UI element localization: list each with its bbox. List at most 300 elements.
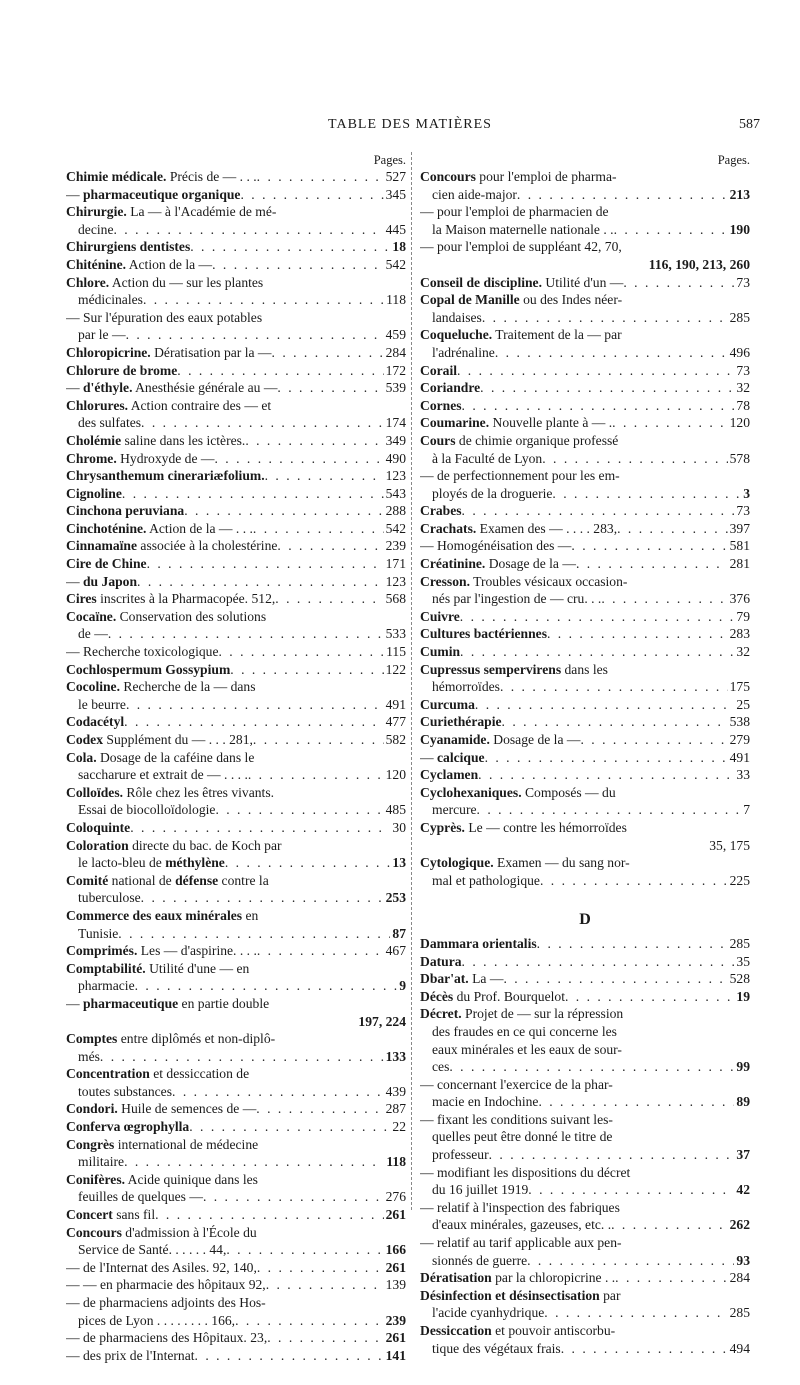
entry-description: du Prof. Bourquelot xyxy=(453,988,565,1004)
leader-dots xyxy=(265,467,384,485)
entry-description: directe du bac. de Koch par xyxy=(128,837,282,853)
entry-keyword: d'éthyle. xyxy=(83,380,133,396)
entry-text xyxy=(78,1312,235,1330)
leader-dots xyxy=(544,1304,727,1322)
entry-keyword: Chlore. xyxy=(66,274,110,290)
index-entry xyxy=(66,1347,406,1365)
index-entry xyxy=(66,713,406,731)
entry-text xyxy=(432,1129,612,1144)
index-entry xyxy=(66,1100,406,1118)
entry-keyword: Dessiccation xyxy=(420,1323,492,1338)
leader-dots xyxy=(219,643,385,661)
entry-text xyxy=(420,713,502,731)
index-entry xyxy=(420,467,750,485)
entry-text xyxy=(66,750,254,765)
entry-text xyxy=(420,662,608,677)
entry-text xyxy=(66,819,130,837)
entry-keyword: Chlorures. xyxy=(66,397,129,413)
entry-page-number: 25 xyxy=(736,696,750,712)
index-entry xyxy=(420,274,750,292)
index-entry xyxy=(66,1241,406,1259)
entry-description: — des prix de l'Internat xyxy=(66,1347,195,1363)
entry-keyword: Conferva œgrophylla xyxy=(66,1119,190,1135)
entry-text xyxy=(66,256,212,274)
leader-dots xyxy=(230,661,383,679)
leader-dots xyxy=(611,1216,728,1234)
entry-keyword: Comptes xyxy=(66,1031,118,1047)
entry-page-number: 253 xyxy=(385,890,406,906)
index-entry xyxy=(420,608,750,626)
entry-page-number: 166 xyxy=(385,1242,406,1258)
entry-description: Essai de biocolloïdologie xyxy=(78,802,216,818)
index-entry xyxy=(420,643,750,661)
entry-text xyxy=(420,696,475,714)
entry-page-number: 190 xyxy=(729,221,750,237)
entry-text xyxy=(432,1216,611,1234)
entry-page-number: 120 xyxy=(729,415,750,431)
entry-keyword: pharmaceutique organique xyxy=(83,186,241,202)
entry-description: Supplément du — . . . 281, xyxy=(103,732,253,747)
entry-keyword: Coloquinte xyxy=(66,819,131,835)
leader-dots xyxy=(141,889,384,907)
entry-text xyxy=(66,379,277,397)
entry-keyword: Cresson. xyxy=(420,573,470,589)
entry-keyword: Crabes xyxy=(420,503,462,519)
entry-page-number: 283 xyxy=(729,626,750,642)
entry-text xyxy=(420,468,620,483)
entry-description: — xyxy=(66,573,83,589)
entry-description: et pouvoir antiscorbu- xyxy=(491,1323,616,1338)
entry-description: inscrites à la Pharmacopée. 512, xyxy=(96,591,276,607)
entry-page-number: 37 xyxy=(736,1147,750,1163)
entry-description: feuilles de quelques — xyxy=(78,1189,203,1205)
entry-description: associée à la cholestérine xyxy=(137,538,278,554)
entry-keyword: calcique xyxy=(437,749,485,765)
entry-description: ces xyxy=(432,1059,450,1075)
index-entry xyxy=(420,713,750,731)
leader-dots xyxy=(189,1118,390,1136)
entry-description: mal et pathologique xyxy=(432,872,540,888)
entry-description: à la Faculté de Lyon xyxy=(432,450,543,466)
entry-keyword: Comptabilité. xyxy=(66,960,146,976)
entry-keyword: Cytologique. xyxy=(420,855,494,871)
index-entry xyxy=(420,1340,750,1358)
entry-text xyxy=(420,820,627,835)
index-entry xyxy=(66,1312,406,1330)
column-divider xyxy=(411,152,412,1210)
entry-description: pharmacie xyxy=(78,978,135,994)
entry-text xyxy=(78,1188,203,1206)
entry-page-number: 542 xyxy=(385,520,406,536)
entry-keyword: Corail xyxy=(420,362,457,378)
entry-text xyxy=(66,344,272,362)
index-entry xyxy=(66,784,406,802)
index-entry xyxy=(66,362,406,380)
entry-page-number: 13 xyxy=(392,855,406,871)
index-entry xyxy=(420,1076,750,1094)
index-entry xyxy=(66,1329,406,1347)
index-entry xyxy=(420,749,750,767)
leader-dots xyxy=(253,520,384,538)
index-entry xyxy=(66,397,406,415)
entry-page-number: 73 xyxy=(736,362,750,378)
entry-text xyxy=(66,186,240,204)
leader-dots xyxy=(460,608,735,626)
entry-keyword: Chlorure de brome xyxy=(66,362,178,378)
entry-text xyxy=(432,1340,561,1358)
leader-dots xyxy=(256,1100,383,1118)
entry-text xyxy=(78,801,215,819)
entry-description: de — xyxy=(78,626,108,642)
entry-description: Troubles vésicaux occasion- xyxy=(469,573,628,589)
entry-description: — xyxy=(66,186,83,202)
entry-page-number: 467 xyxy=(385,943,406,959)
entry-page-number: 543 xyxy=(385,485,406,501)
entry-keyword: Coqueluche. xyxy=(420,327,493,343)
leader-dots xyxy=(235,1312,384,1330)
entry-text xyxy=(66,590,275,608)
entry-keyword: Codex xyxy=(66,732,104,747)
entry-description: — — en pharmacie des hôpitaux 92, xyxy=(66,1277,266,1293)
entry-text xyxy=(66,555,147,573)
leader-dots xyxy=(277,537,383,555)
entry-text xyxy=(420,1323,615,1338)
index-entry xyxy=(420,256,750,274)
entry-text xyxy=(66,1118,189,1136)
entry-text xyxy=(420,292,622,307)
entry-page-number: 538 xyxy=(729,714,750,730)
index-entry xyxy=(66,1259,406,1277)
index-entry xyxy=(66,555,406,573)
entry-page-number: 139 xyxy=(385,1277,406,1293)
entry-description: Projet de — sur la répression xyxy=(461,1006,624,1022)
entry-text xyxy=(432,485,552,503)
leader-dots xyxy=(601,590,727,608)
entry-text xyxy=(66,942,257,960)
entry-text xyxy=(66,713,124,731)
leader-dots xyxy=(195,1347,384,1365)
entry-keyword: Décès xyxy=(420,988,454,1004)
entry-text xyxy=(66,398,271,413)
entry-keyword: Comité xyxy=(66,872,109,888)
index-entry xyxy=(420,801,750,819)
entry-text xyxy=(66,908,258,923)
entry-keyword: Cochlospermum Gossypium xyxy=(66,661,231,677)
entry-text xyxy=(432,801,477,819)
leader-dots xyxy=(477,801,742,819)
index-entry xyxy=(66,186,406,204)
entry-text xyxy=(420,855,630,870)
entry-description: international de médecine xyxy=(114,1136,259,1152)
entry-keyword: Cinnamaïne xyxy=(66,538,138,554)
entry-page-number: 239 xyxy=(385,538,406,554)
entry-keyword: Désinfection et désinsectisation xyxy=(420,1287,600,1303)
entry-text xyxy=(432,1042,622,1057)
entry-description: — de l'Internat des Asiles. 92, 140, xyxy=(66,1259,257,1275)
index-entry xyxy=(66,1136,406,1154)
entry-description: par le — xyxy=(78,327,126,343)
entry-description: le beurre xyxy=(78,696,126,712)
entry-description: — pour l'emploi de suppléant 42, 70, xyxy=(420,239,622,255)
index-entry xyxy=(420,1181,750,1199)
entry-description: Le — contre les hémorroïdes xyxy=(464,819,627,835)
running-title: TABLE DES MATIÈRES xyxy=(328,117,492,132)
entry-keyword: Cignoline xyxy=(66,485,122,501)
entry-keyword: Commerce des eaux minérales xyxy=(66,907,243,923)
entry-text xyxy=(66,1206,155,1224)
leader-dots xyxy=(542,450,727,468)
entry-description: par la chloropicrine . . xyxy=(491,1270,616,1286)
entry-description: saccharure et extrait de — . . . . xyxy=(78,767,248,783)
entry-keyword: Cultures bactériennes xyxy=(420,626,547,642)
index-entry xyxy=(66,221,406,239)
entry-keyword: Cornes xyxy=(420,397,462,413)
entry-page-number: 22 xyxy=(392,1119,406,1135)
entry-page-number: 285 xyxy=(729,935,750,951)
entry-description: La — xyxy=(468,971,504,987)
leader-dots xyxy=(503,970,727,988)
leader-dots xyxy=(225,854,391,872)
entry-text xyxy=(66,1137,258,1152)
entry-text xyxy=(420,537,571,555)
entry-text xyxy=(420,574,627,589)
entry-text xyxy=(420,379,480,397)
entry-keyword: Cyclohexaniques. xyxy=(420,784,522,800)
entry-page-number: 276 xyxy=(385,1189,406,1205)
entry-keyword: Cyclamen xyxy=(420,767,479,783)
entry-text xyxy=(420,1200,620,1215)
entry-keyword: Chirurgie. xyxy=(66,204,127,220)
index-entry xyxy=(420,573,750,591)
entry-description: Utilité d'un — xyxy=(542,274,624,290)
entry-text xyxy=(66,838,282,853)
index-entry xyxy=(66,608,406,626)
index-entry xyxy=(420,988,750,1006)
entry-page-number: 141 xyxy=(385,1347,406,1363)
entry-description: — de pharmaciens des Hôpitaux. 23, xyxy=(66,1330,268,1346)
entry-page-number: 115 xyxy=(386,644,406,660)
right-entries xyxy=(420,168,750,1357)
index-entry xyxy=(420,1216,750,1234)
leader-dots xyxy=(500,678,728,696)
entry-keyword: Chirurgiens dentistes xyxy=(66,239,191,255)
leader-dots xyxy=(617,520,728,538)
index-entry xyxy=(420,1041,750,1059)
entry-page-number: 494 xyxy=(729,1340,750,1356)
entry-description: entre diplômés et non-diplô- xyxy=(117,1031,276,1047)
leader-dots xyxy=(126,696,384,714)
entry-description: Nouvelle plante à — . xyxy=(489,415,613,431)
index-entry xyxy=(420,970,750,988)
entry-keyword: Concert xyxy=(66,1207,113,1223)
entry-text xyxy=(66,1172,258,1187)
entry-description: ployés de la droguerie xyxy=(432,485,553,501)
index-entry xyxy=(420,625,750,643)
entry-text xyxy=(420,397,462,415)
entry-description: Composés — du xyxy=(521,784,616,800)
entry-page-number: 397 xyxy=(729,520,750,536)
entry-keyword: du Japon xyxy=(83,573,138,589)
index-entry xyxy=(66,854,406,872)
entry-description: Précis de — . . . xyxy=(166,169,257,184)
index-entry xyxy=(420,537,750,555)
index-entry xyxy=(420,1269,750,1287)
entry-text xyxy=(420,1288,621,1303)
pages-label: Pages. xyxy=(373,153,406,167)
entry-keyword: Crachats. xyxy=(420,520,477,536)
entry-description: — relatif à l'inspection des fabriques xyxy=(420,1199,620,1215)
entry-description: — xyxy=(420,749,437,765)
entry-description: macie en Indochine xyxy=(432,1094,539,1110)
entry-description: hémorroïdes xyxy=(432,679,500,695)
index-entry xyxy=(66,467,406,485)
entry-page-number: 118 xyxy=(386,292,406,308)
entry-description: Tunisie xyxy=(78,925,119,941)
entry-text xyxy=(78,291,143,309)
index-entry xyxy=(66,925,406,943)
entry-description: des sulfates xyxy=(78,415,142,431)
entry-keyword: pharmaceutique xyxy=(83,995,179,1011)
index-entry xyxy=(66,344,406,362)
entry-text xyxy=(78,326,126,344)
entry-text xyxy=(78,221,113,239)
entry-text xyxy=(78,625,108,643)
leader-dots xyxy=(257,1259,384,1277)
entry-page-number: 279 xyxy=(729,732,750,747)
entry-keyword: Concentration xyxy=(66,1066,150,1082)
entry-text xyxy=(420,731,580,749)
index-entry xyxy=(66,309,406,327)
entry-text xyxy=(420,502,462,520)
entry-page-number: 527 xyxy=(385,169,406,184)
leader-dots xyxy=(126,326,384,344)
entry-text xyxy=(432,678,500,696)
entry-page-number: 285 xyxy=(729,1305,750,1321)
index-entry xyxy=(66,256,406,274)
entry-page-number: 42 xyxy=(736,1182,750,1198)
index-entry xyxy=(420,854,750,872)
entry-page-number: 284 xyxy=(385,344,406,360)
entry-page-number: 490 xyxy=(385,450,406,466)
entry-description: sionnés de guerre xyxy=(432,1252,528,1268)
index-entry xyxy=(420,678,750,696)
index-entry xyxy=(66,432,406,450)
leader-dots xyxy=(108,625,384,643)
entry-text xyxy=(78,977,135,995)
index-entry xyxy=(66,203,406,221)
leader-dots xyxy=(124,713,383,731)
leader-dots xyxy=(480,379,734,397)
index-entry xyxy=(420,291,750,309)
index-entry xyxy=(420,1058,750,1076)
index-entry xyxy=(66,907,406,925)
index-entry xyxy=(66,291,406,309)
entry-page-number: 87 xyxy=(392,925,406,941)
entry-page-number: 3 xyxy=(743,485,750,501)
entry-text xyxy=(432,344,495,362)
entry-page-number: 172 xyxy=(385,362,406,378)
entry-page-number: 33 xyxy=(736,767,750,783)
entry-page-number: 376 xyxy=(729,591,750,607)
entry-page-number: 32 xyxy=(736,380,750,396)
entry-text xyxy=(66,467,265,485)
entry-page-number: 287 xyxy=(385,1101,406,1117)
index-entry xyxy=(66,573,406,591)
leader-dots xyxy=(113,221,383,239)
index-column-left xyxy=(66,152,406,1364)
entry-description: mercure xyxy=(432,802,477,818)
entry-description: — relatif au tarif applicable aux pen- xyxy=(420,1235,622,1251)
index-entry xyxy=(420,1146,750,1164)
index-entry xyxy=(66,942,406,960)
leader-dots xyxy=(537,935,728,953)
index-entry xyxy=(420,1128,750,1146)
index-entry xyxy=(66,643,406,661)
entry-text xyxy=(66,450,215,468)
entry-page-number: 73 xyxy=(736,274,750,290)
entry-keyword: Cire de Chine xyxy=(66,556,147,572)
index-entry xyxy=(66,749,406,767)
index-entry xyxy=(420,784,750,802)
entry-description: sans fil xyxy=(112,1207,156,1223)
entry-page-number: 345 xyxy=(385,186,406,202)
entry-text xyxy=(78,1083,172,1101)
pages-label: Pages. xyxy=(717,153,750,167)
index-entry xyxy=(420,485,750,503)
leader-dots xyxy=(147,555,384,573)
entry-page-number: 288 xyxy=(385,503,406,519)
entry-description: — Sur l'épuration des eaux potables xyxy=(66,309,263,325)
entry-text xyxy=(420,274,623,292)
entry-text xyxy=(432,309,482,327)
leader-dots xyxy=(215,450,384,468)
leader-dots xyxy=(257,942,384,960)
leader-dots xyxy=(462,502,735,520)
leader-dots xyxy=(580,731,727,749)
entry-page-number: 349 xyxy=(385,432,406,448)
entry-page-number: 123 xyxy=(385,468,406,484)
entry-text xyxy=(420,970,503,988)
entry-page-number: 133 xyxy=(385,1048,406,1064)
entry-page-number: 578 xyxy=(729,450,750,466)
index-entry xyxy=(420,379,750,397)
entry-text xyxy=(66,485,122,503)
entry-description: national de xyxy=(108,872,176,888)
entry-text xyxy=(66,537,277,555)
index-entry xyxy=(420,1287,750,1305)
entry-page-number: 485 xyxy=(385,802,406,818)
entry-keyword: Concours xyxy=(66,1224,122,1240)
index-entry xyxy=(66,168,406,186)
index-entry xyxy=(66,960,406,978)
entry-description: et dessiccation de xyxy=(149,1066,250,1082)
index-entry xyxy=(420,1252,750,1270)
entry-description: le lacto-bleu de xyxy=(78,855,166,871)
index-entry xyxy=(66,1065,406,1083)
index-entry xyxy=(66,819,406,837)
entry-text xyxy=(420,1112,613,1127)
entry-text xyxy=(78,925,118,943)
entry-text xyxy=(420,935,537,953)
entry-page-number: 118 xyxy=(386,1154,406,1170)
entry-text xyxy=(420,433,618,448)
index-entry xyxy=(66,995,406,1013)
index-entry xyxy=(420,837,750,855)
leader-dots xyxy=(190,238,390,256)
entry-description: La — à l'Académie de mé- xyxy=(126,204,277,220)
entry-keyword: Conseil de discipline. xyxy=(420,274,542,290)
entry-keyword: Cocoline. xyxy=(66,679,120,695)
